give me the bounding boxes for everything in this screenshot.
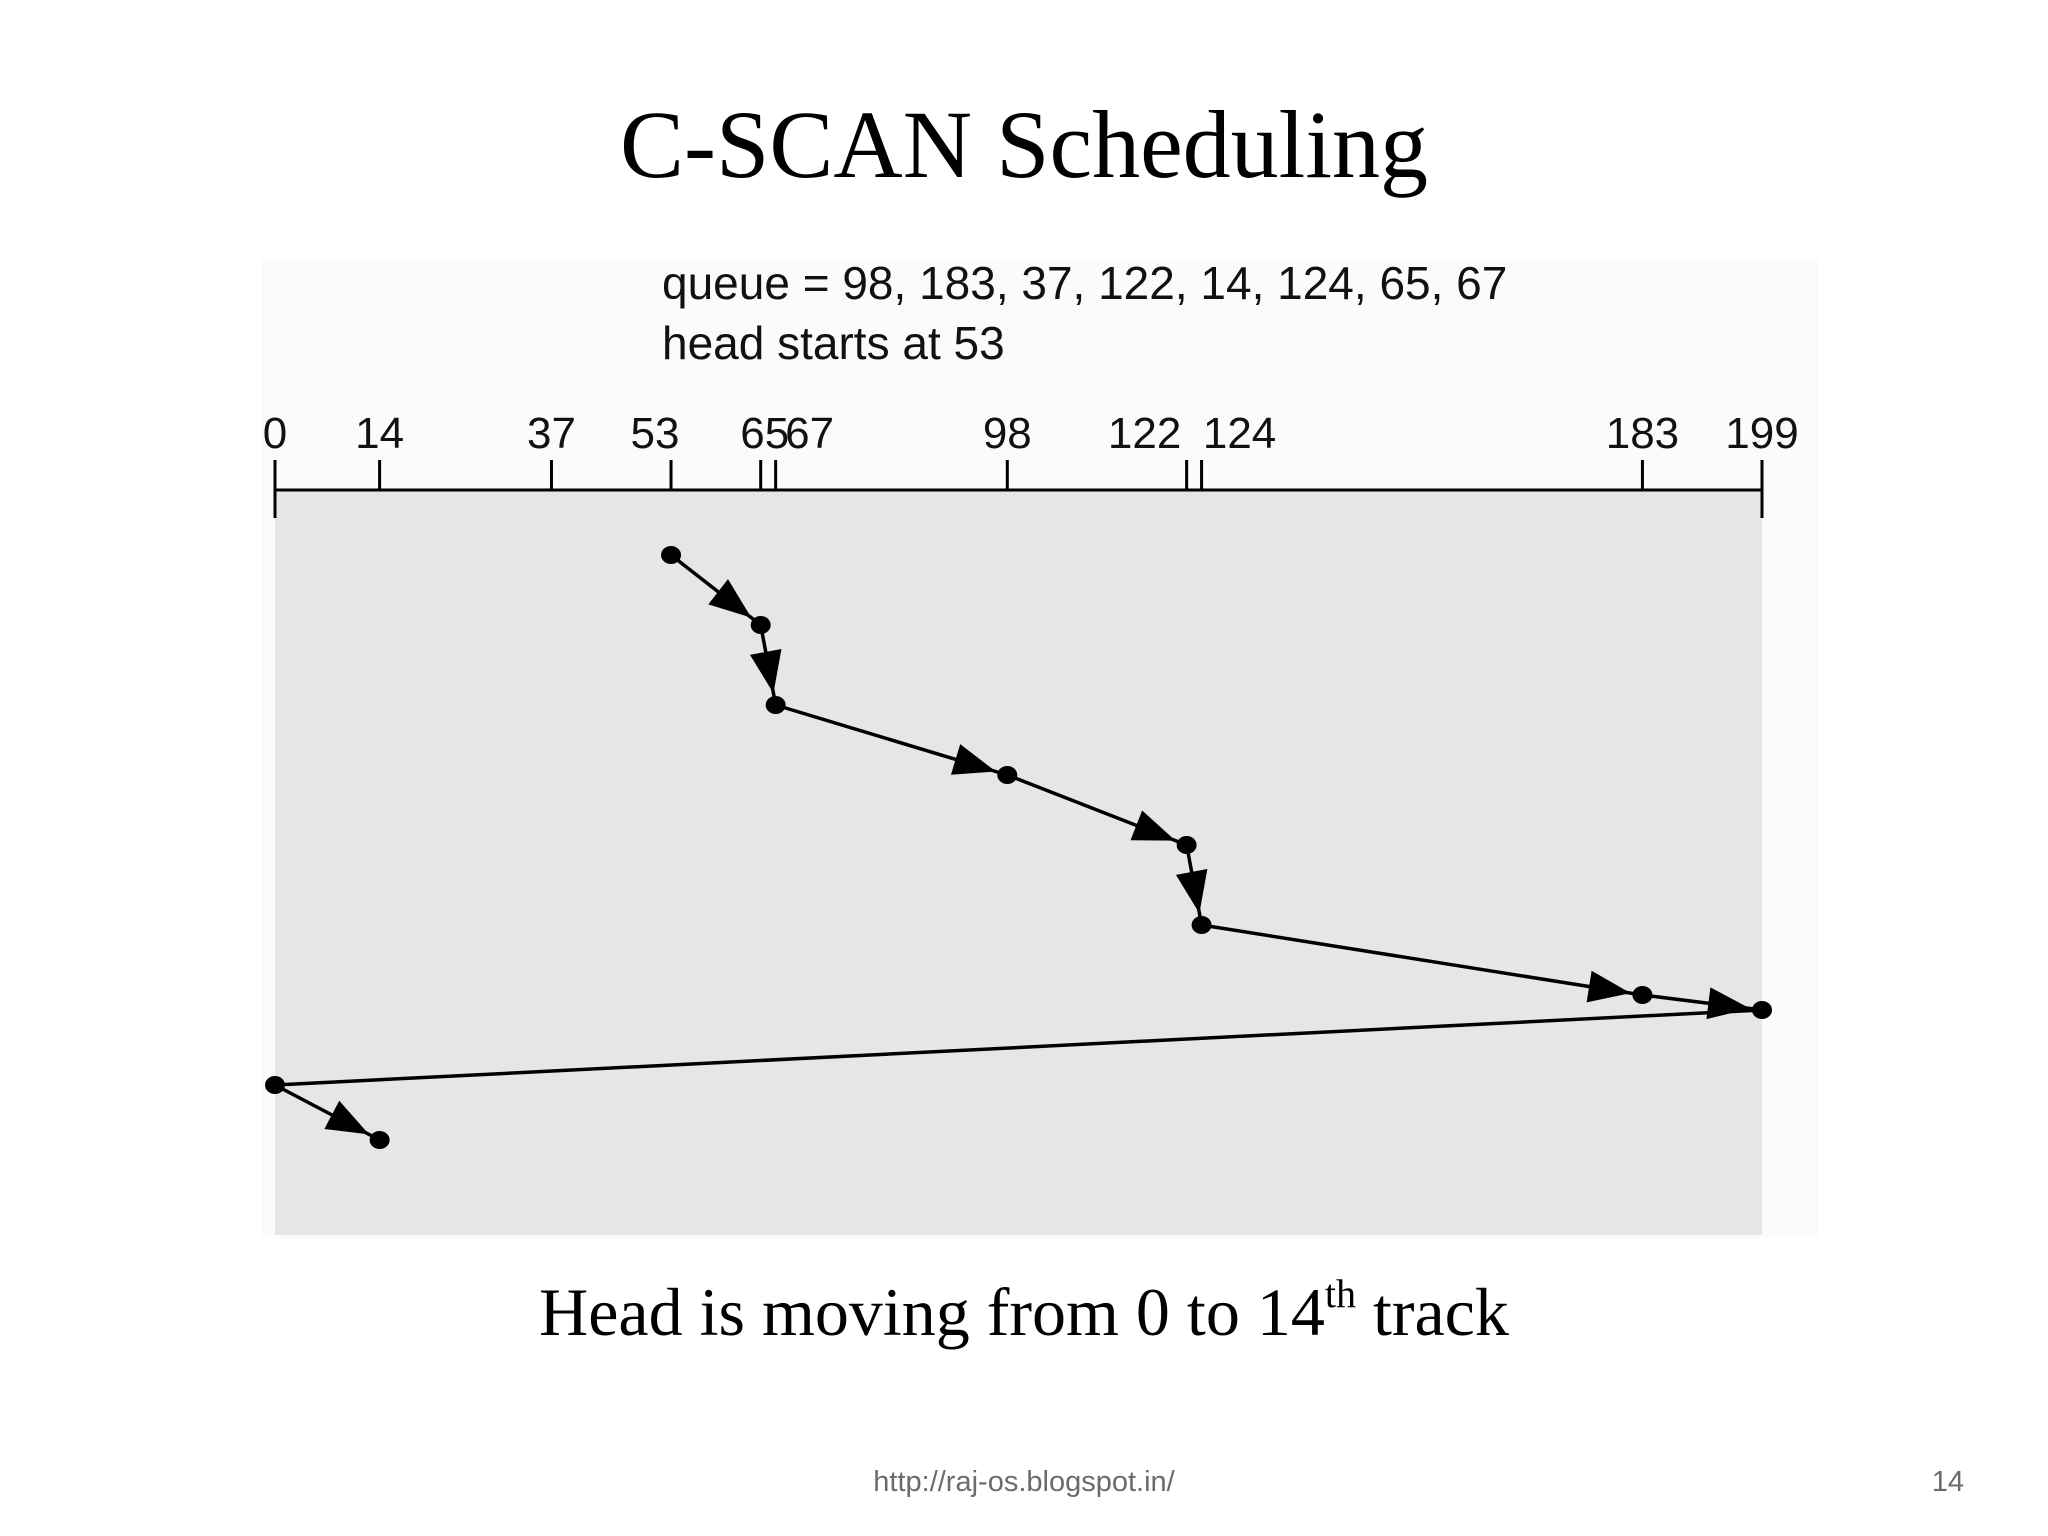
tick-label-183: 183 <box>1605 409 1680 458</box>
tick-label-14: 14 <box>355 409 405 458</box>
page-number: 14 <box>1931 1466 1964 1498</box>
tick-label-67: 67 <box>785 409 835 458</box>
request-point-183 <box>1632 986 1652 1004</box>
request-point-67 <box>766 696 786 714</box>
head-start-label: head starts at 53 <box>662 317 1005 369</box>
tick-label-0: 0 <box>262 409 288 458</box>
request-point-98 <box>997 766 1017 784</box>
request-point-14 <box>370 1131 390 1149</box>
tick-label-199: 199 <box>1725 409 1799 458</box>
tick-label-124: 124 <box>1202 409 1277 458</box>
plot-background <box>275 490 1762 1235</box>
caption-superscript: th <box>1324 1271 1356 1317</box>
request-point-122 <box>1177 836 1197 854</box>
tick-label-98: 98 <box>982 409 1032 458</box>
queue-label: queue = 98, 183, 37, 122, 14, 124, 65, 67 <box>662 257 1508 309</box>
tick-label-53: 53 <box>630 409 680 458</box>
caption-text: Head is moving from 0 to 14 <box>539 1274 1325 1350</box>
request-point-0 <box>265 1076 285 1094</box>
request-point-124 <box>1192 916 1212 934</box>
footer-url: http://raj-os.blogspot.in/ <box>873 1466 1175 1498</box>
caption-suffix: track <box>1355 1274 1509 1350</box>
tick-label-65: 65 <box>740 409 790 458</box>
request-point-199 <box>1752 1001 1772 1019</box>
request-point-53 <box>661 546 681 564</box>
tick-label-37: 37 <box>527 409 576 458</box>
caption <box>0 1272 2048 1352</box>
tick-label-122: 122 <box>1107 409 1182 458</box>
request-point-65 <box>751 616 771 634</box>
slide-title: C-SCAN Scheduling <box>619 91 1429 198</box>
